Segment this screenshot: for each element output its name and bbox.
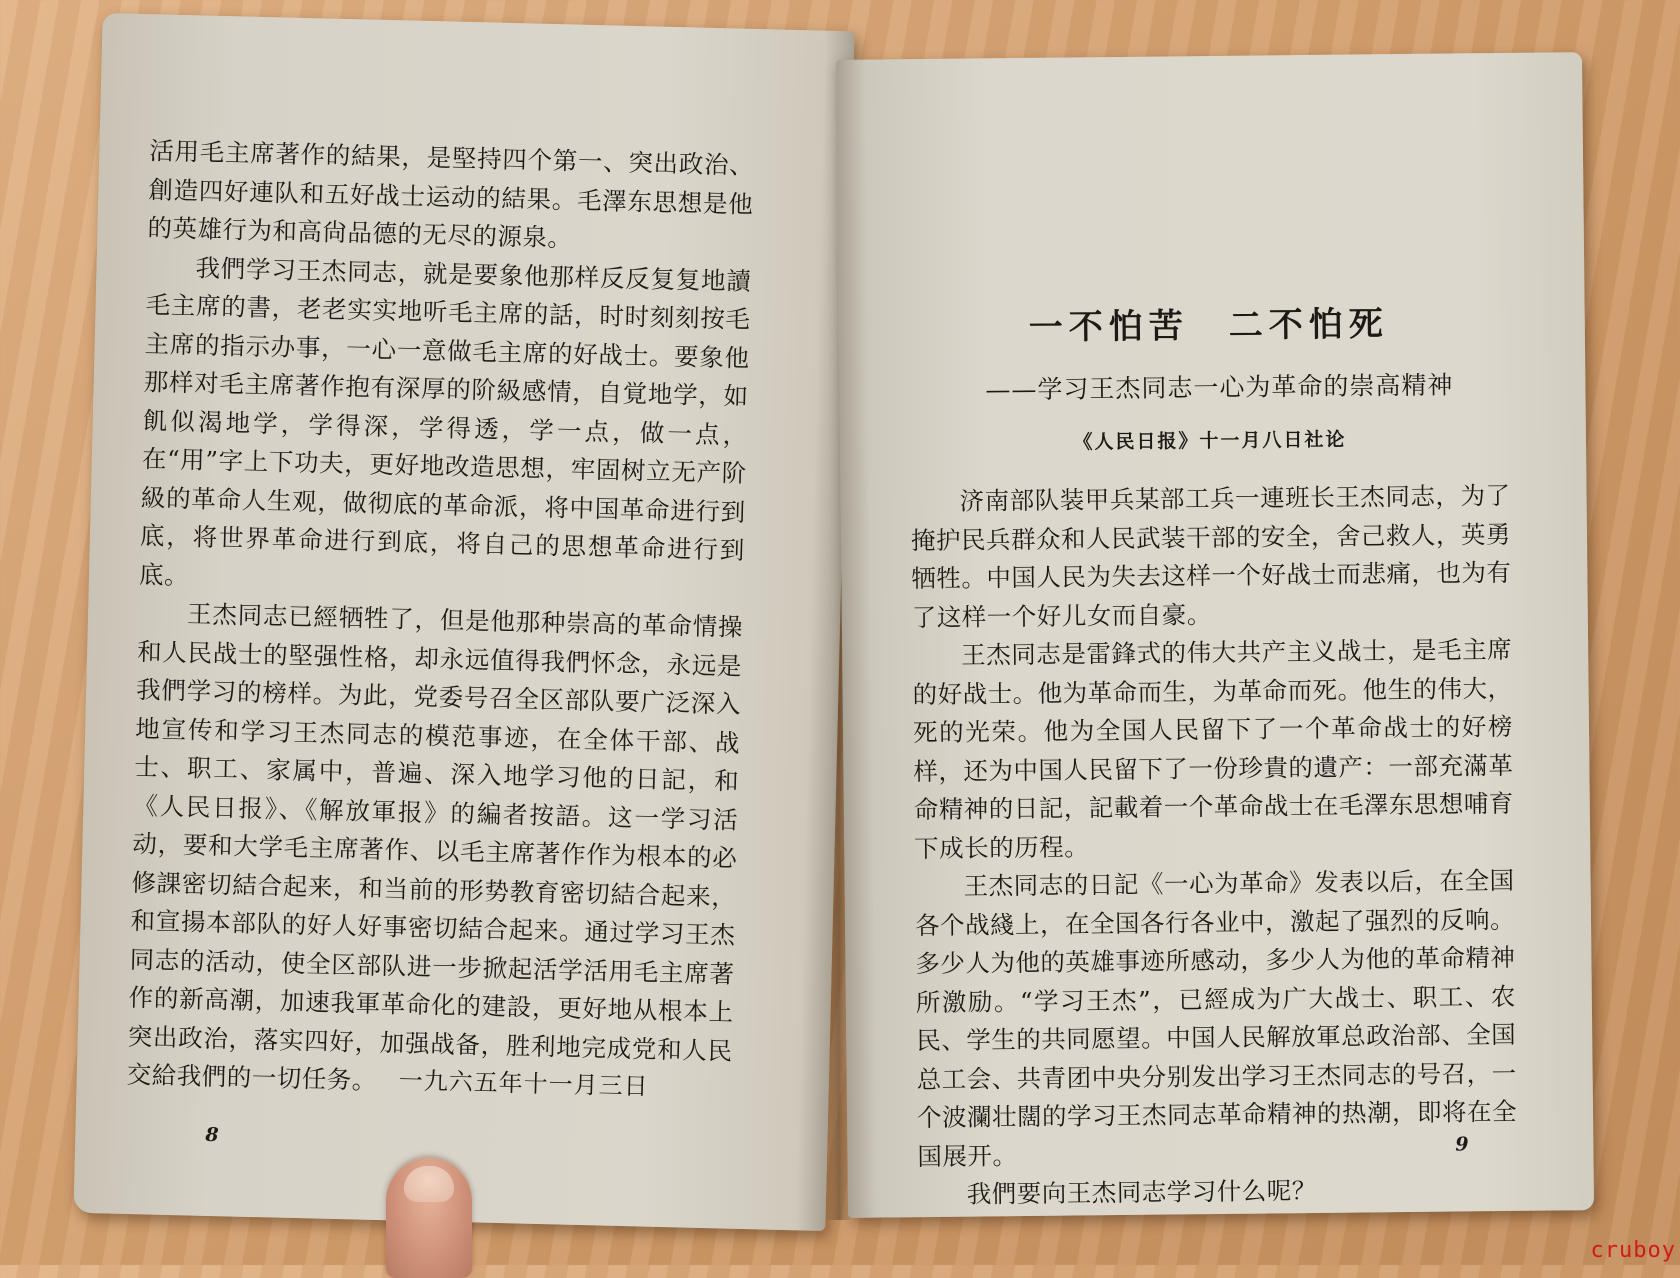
page-number-left: 8 xyxy=(205,1123,219,1147)
article-subtitle: ——学习王杰同志一心为革命的崇高精神 xyxy=(985,370,1454,405)
article-date: 一九六五年十一月三日 xyxy=(398,1066,650,1101)
right-paragraph-2: 王杰同志是雷鋒式的伟大共产主义战士，是毛主席的好战士。他为革命而生，为革命而死。他生的伟大，死的光荣。他为全国人民留下了一个革命战士的好榜样，还为中国人民留下了一份珍貴的遺产：一部充滿革命精神的日記，記載着一个革命战士在毛澤东思想哺育下成长的历程。 xyxy=(912,634,1514,863)
right-paragraph-3: 王杰同志的日記《一心为革命》发表以后，在全国各个战綫上，在全国各行各业中，激起了强烈的反响。多少人为他的英雄事迹所感动，多少人为他的革命精神所激励。“学习王杰”，已經成为广大战士、职工、农民、学生的共同愿望。中国人民解放軍总政治部、全国总工会、共青团中央分别发出学习王杰同志的号召，一个波瀾壮闊的学习王杰同志革命精神的热潮，即将在全国展开。 xyxy=(914,865,1518,1171)
left-page-body xyxy=(126,132,754,1109)
right-paragraph-1: 济南部队装甲兵某部工兵一連班长王杰同志，为了掩护民兵群众和人民武装干部的安全，舍己救人，英勇牺牲。中国人民为失去这样一个好战士而悲痛，也为有了这样一个好儿女而自豪。 xyxy=(910,480,1512,632)
page-number-right: 9 xyxy=(1455,1133,1469,1156)
right-page xyxy=(836,52,1594,1218)
article-source: 《人民日报》十一月八日社论 xyxy=(1073,428,1347,454)
thumbnail xyxy=(404,1166,454,1202)
right-paragraph-4: 我們要向王杰同志学习什么呢？ xyxy=(966,1175,1317,1209)
thumb xyxy=(386,1158,472,1278)
left-paragraph-3: 王杰同志已經牺牲了，但是他那种崇高的革命情操和人民战士的堅强性格，却永远值得我們怀念，永远是我們学习的榜样。为此，党委号召全区部队要广泛深入地宣传和学习王杰同志的模范事迹，在全体干部、战士、职工、家属中，普遍、深入地学习他的日記，和《人民日报》、《解放軍报》的編者按語。这一学习活动，要和大学毛主席著作、以毛主席著作作为根本的必修課密切結合起来，和当前的形势教育密切結合起来，和宣揚本部队的好人好事密切結合起来。通过学习王杰同志的活动，使全区部队进一步掀起活学活用毛主席著作的新高潮，加速我軍革命化的建設，更好地从根本上突出政治，落实四好，加强战备，胜利地完成党和人民交給我們的一切任务。 xyxy=(126,599,744,1096)
watermark: cruboy xyxy=(1590,1238,1676,1263)
right-page-body xyxy=(910,477,1518,1215)
left-page xyxy=(73,13,854,1231)
left-paragraph-2: 我們学习王杰同志，就是要象他那样反反复复地讀毛主席的書，老老实实地听毛主席的話，时时刻刻按毛主席的指示办事，一心一意做毛主席的好战士。要象他那样对毛主席著作抱有深厚的阶級感情，自覚地学，如飢似渴地学，学得深，学得透，学一点，做一点，在“用”字上下功夫，更好地改造思想，牢固树立无产阶級的革命人生观，做彻底的革命派，将中国革命进行到底，将世界革命进行到底，将自己的思想革命进行到底。 xyxy=(138,252,752,590)
left-paragraph-1: 活用毛主席著作的結果，是堅持四个第一、突出政治、創造四好連队和五好战士运动的結果。毛澤东思想是他的英雄行为和高尙品德的无尽的源泉。 xyxy=(147,136,755,253)
article-title: 一不怕苦 二不怕死 xyxy=(1028,304,1389,348)
